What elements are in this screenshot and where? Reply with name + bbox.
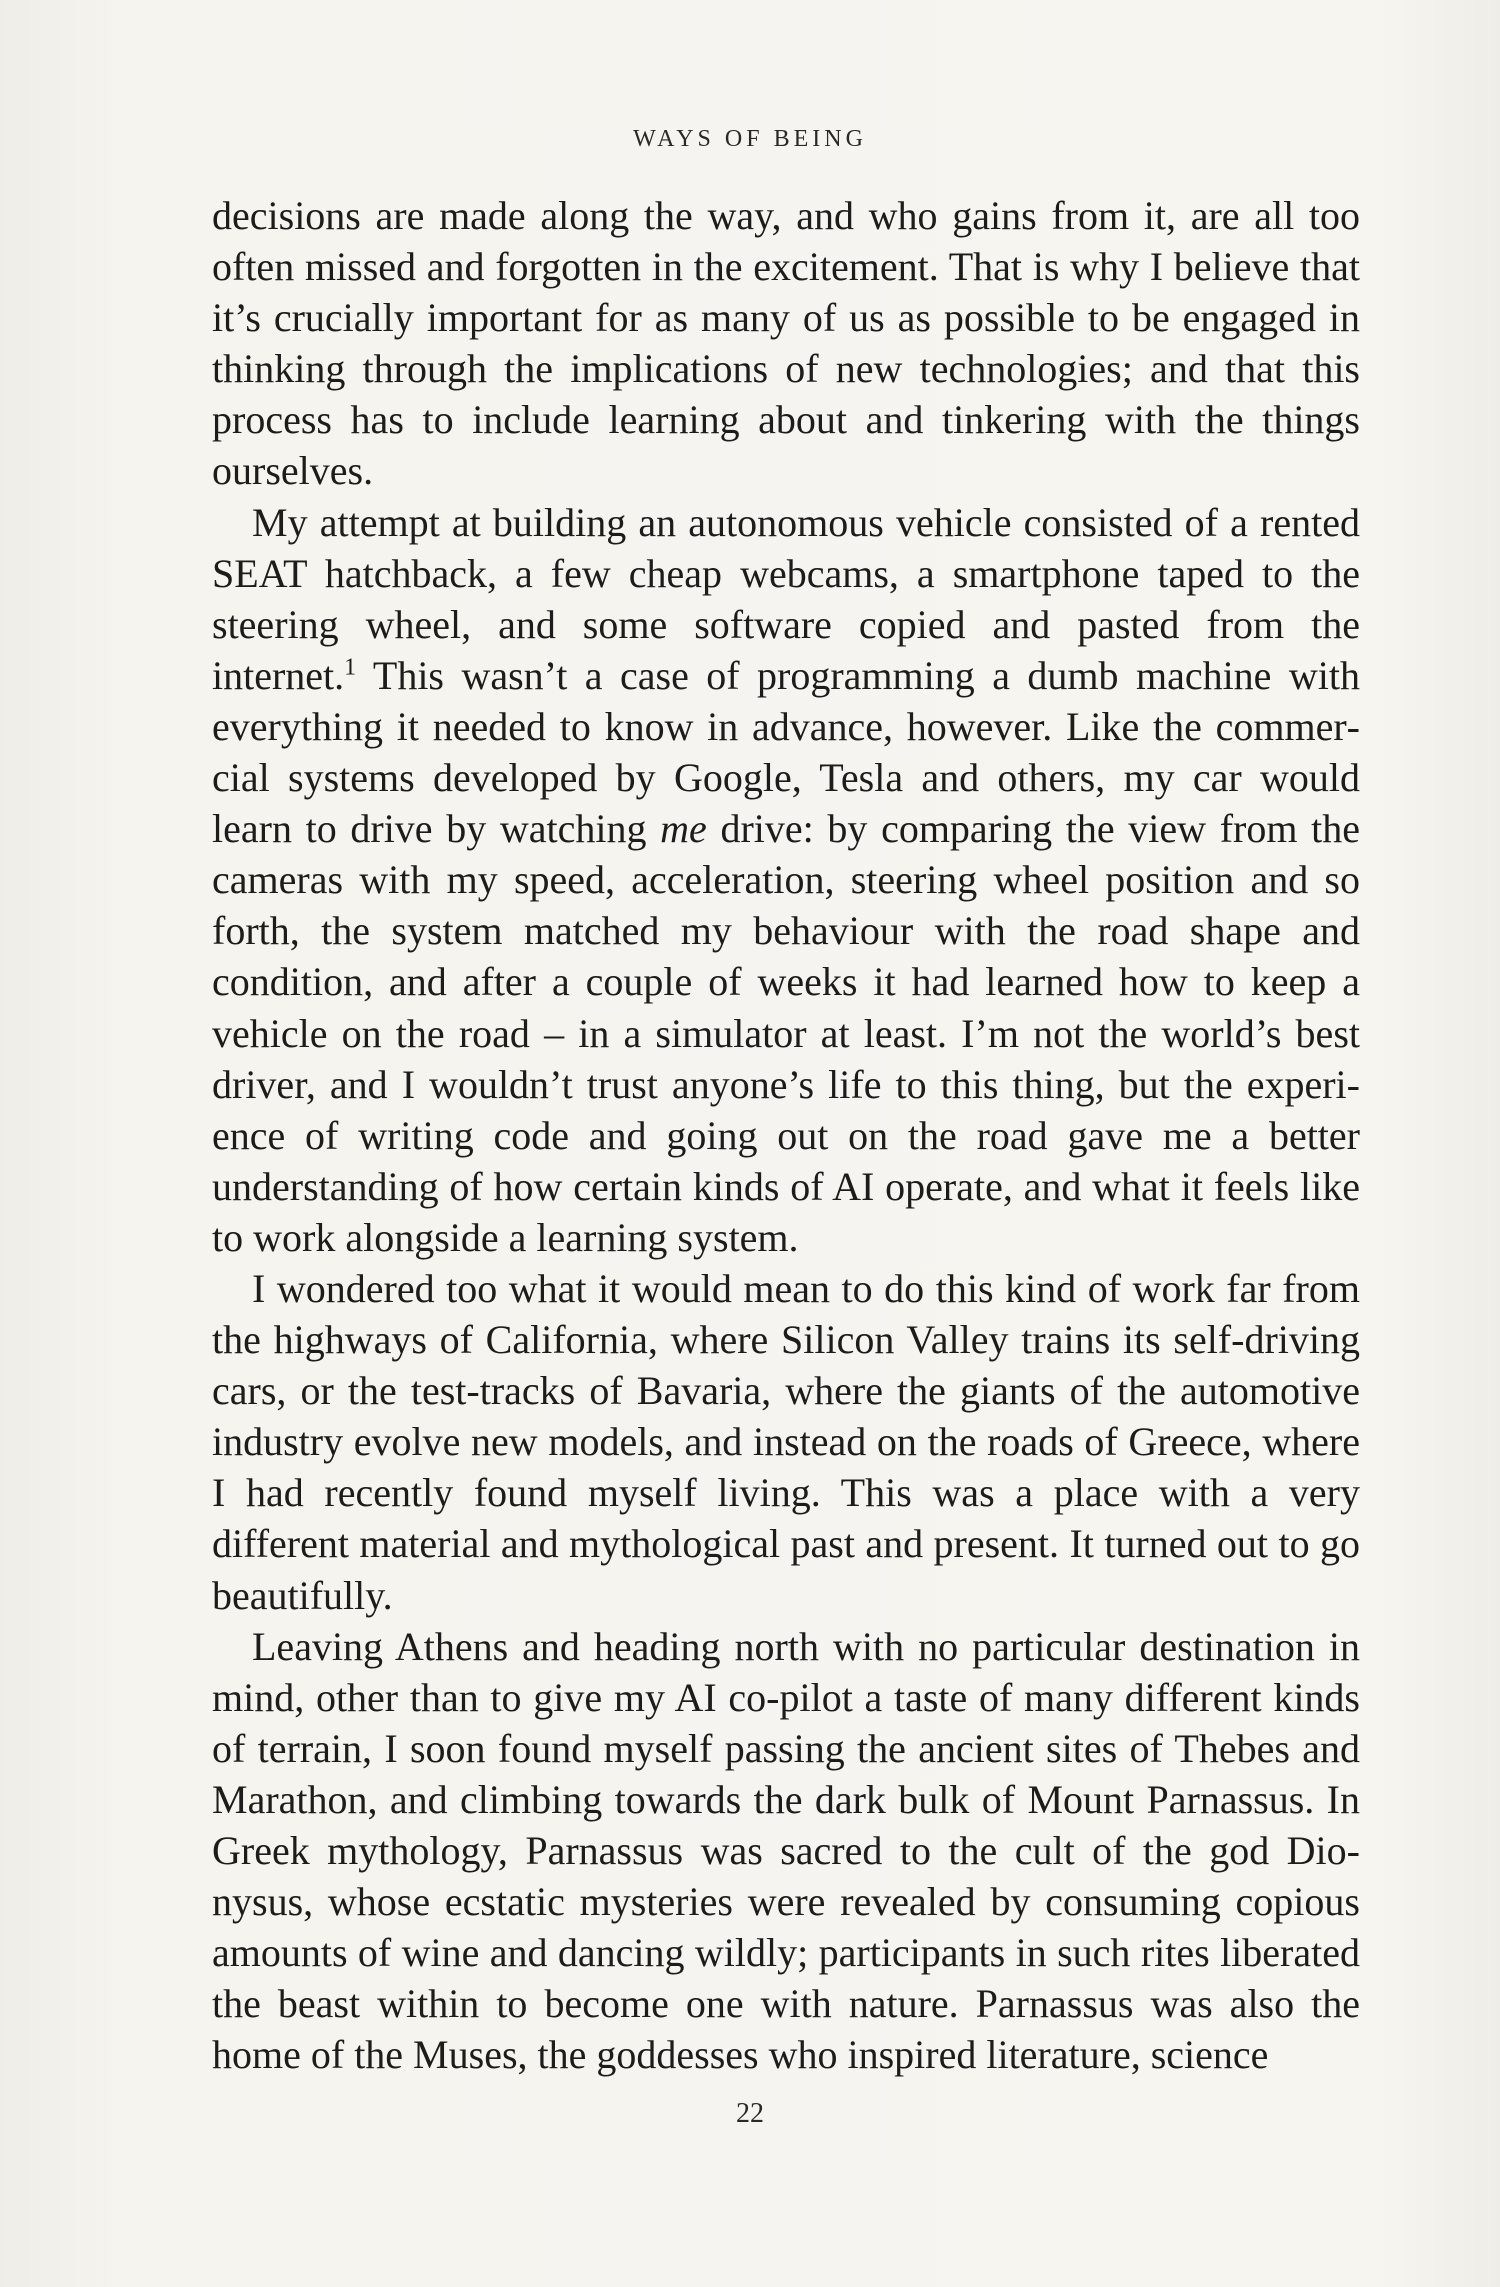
paragraph-text: drive: by comparing the view from the cameras with my speed, acceleration, steering wheel position and so forth, the system matched my behaviour with the road shape and condition, and after a couple of weeks it had learned how to keep a vehicle on the road – in a simulator at least. I’m not the world’s best driver, and I wouldn’t trust anyone’s life to this thing, but the experience of writing code and going out on the road gave me a better understanding of how certain kinds of AI operate, and what it feels like to work alongside a learning system. (212, 806, 1360, 1260)
paragraph-1 (212, 190, 1360, 497)
paragraph-2 (212, 497, 1360, 1263)
body-text (212, 190, 1360, 2080)
paragraph-3 (212, 1263, 1360, 1621)
paragraph-text: This wasn’t a case of programming a dumb machine with everything it needed to know in advance, however. Like the commercial systems developed by Google, Tesla and others, my car would learn to drive by watching (212, 652, 1360, 852)
footnote-marker: 1 (344, 654, 357, 681)
page-number: 22 (736, 2098, 764, 2129)
paragraph-text: Leaving Athens and heading north with no particular destination in mind, other than to give my AI co-pilot a taste of many different kinds of terrain, I soon found myself passing the ancient sites of Thebes and Marathon, and climbing towards the dark bulk of Mount Parnassus. In Greek mythology, Parnassus was sacred to the cult of the god Dionysus, whose ecstatic mysteries were revealed by consuming copious amounts of wine and dancing wildly; participants in such rites liberated the beast within to become one with nature. Parnassus was also the home of the Muses, the goddesses who inspired literature, science (212, 1623, 1360, 2078)
paragraph-4 (212, 1621, 1360, 2081)
paragraph-text: My attempt at building an autonomous vehicle consisted of a rented SEAT hatchback, a few cheap webcams, a smartphone taped to the steering wheel, and some software copied and pasted from the internet. (212, 499, 1360, 698)
paragraph-text: decisions are made along the way, and who gains from it, are all too often missed and forgotten in the excitement. That is why I believe that it’s crucially important for as many of us as possible to be engaged in thinking through the implications of new technologies; and that this process has to include learning about and tinkering with the things ourselves. (212, 193, 1360, 494)
emphasis-text: me (660, 806, 707, 852)
running-head: WAYS OF BEING (633, 126, 867, 152)
paragraph-text: I wondered too what it would mean to do this kind of work far from the highways of California, where Silicon Valley trains its self-driving cars, or the test-tracks of Bavaria, where the giants of the automotive industry evolve new models, and instead on the roads of Greece, where I had recently found myself living. This was a place with a very different material and mythological past and present. It turned out to go beautifully. (212, 1265, 1360, 1618)
